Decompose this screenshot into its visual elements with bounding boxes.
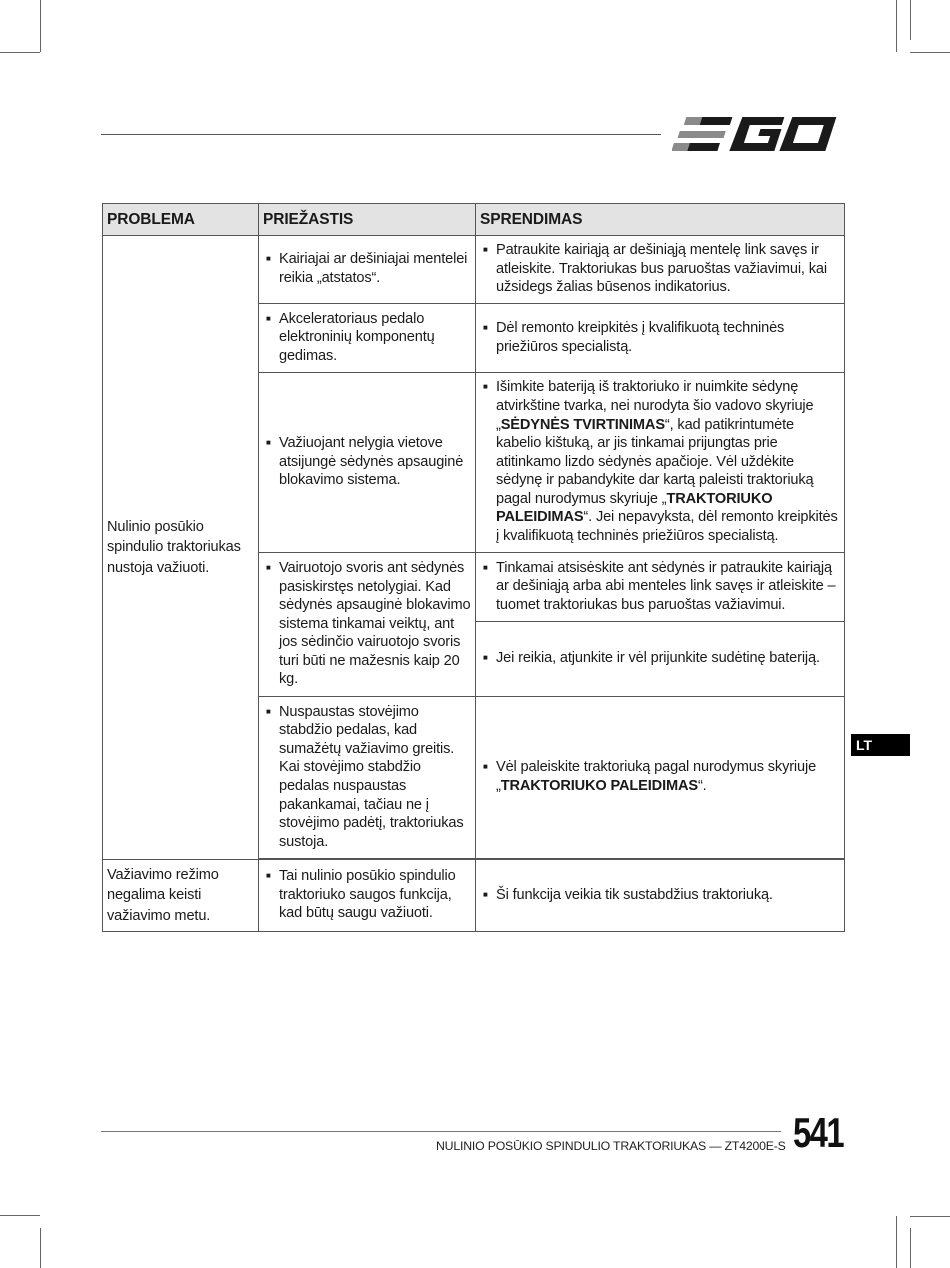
solution-cell: [476, 860, 845, 932]
crop-mark: [40, 1228, 41, 1268]
solution-text: [496, 379, 838, 544]
troubleshooting-table: [102, 203, 845, 932]
bullet-icon: ■: [483, 245, 488, 255]
crop-mark: [910, 1216, 950, 1217]
cause-text: Vairuotojo svoris ant sėdynės pasiskirstęs netolygiai. Kad sėdynės apsauginė blokavimo sistema tinkamai veiktų, ant jos sėdinčio vairuotojo svoris turi būti ne mažesnis kaip 20 kg.: [279, 559, 471, 688]
bullet-icon: ■: [483, 322, 488, 332]
cause-text: Akceleratoriaus pedalo elektroninių komponentų gedimas.: [279, 310, 435, 364]
table-row: [103, 860, 845, 932]
section-reference: SĖDYNĖS TVIRTINIMAS: [500, 416, 665, 433]
solution-text: [496, 759, 816, 794]
cause-text: Važiuojant nelygia vietove atsijungė sėdynės apsauginė blokavimo sistema.: [279, 435, 464, 489]
crop-mark: [910, 0, 911, 40]
bullet-icon: ■: [266, 871, 271, 881]
ego-logo-image: [672, 112, 844, 156]
solution-cell: [476, 236, 845, 304]
cause-cell: [259, 373, 476, 553]
bullet-icon: ■: [483, 562, 488, 572]
cause-text: Kairiajai ar dešiniajai mentelei reikia „atstatos“.: [279, 251, 468, 286]
solution-text: Jei reikia, atjunkite ir vėl prijunkite sudėtinę bateriją.: [496, 650, 820, 667]
bullet-icon: ■: [483, 762, 488, 772]
table-row: [103, 236, 845, 304]
solution-text-part: “. Jei nepavyksta, dėl remonto kreipkitės į kvalifikuotą techninės priežiūros specialistą.: [496, 509, 838, 545]
section-reference: TRAKTORIUKO PALEIDIMAS: [496, 490, 773, 526]
solution-text: Patraukite kairiąją ar dešiniąją mentelę link savęs ir atleiskite. Traktoriukas bus paruoštas važiavimui, kai užsidegs žalias būsenos indikatorius.: [496, 242, 827, 296]
solution-text-part: Vėl paleiskite traktoriuką pagal nurodymus skyriuje „: [496, 759, 817, 794]
cause-cell: [259, 860, 476, 932]
problem-cell: [103, 860, 259, 932]
header-solution: SPRENDIMAS: [476, 204, 845, 236]
bullet-icon: ■: [266, 254, 271, 264]
crop-mark: [896, 1216, 897, 1268]
solution-text-part: “, kad patikrintumėte kabelio kištuką, ar jis tinkamai prijungtas prie atitinkamo lizdo sėdynės apačioje. Vėl uždėkite sėdynę ir pabandykite dar kartą paleisti traktoriuką pagal nurodymus skyriuje „: [496, 416, 814, 507]
language-tab: LT: [851, 734, 910, 756]
crop-mark: [40, 0, 41, 52]
table-header-row: [103, 204, 845, 236]
ego-logo: [672, 112, 844, 161]
solution-text: Dėl remonto kreipkitės į kvalifikuotą techninės priežiūros specialistą.: [496, 319, 785, 355]
solution-cell: [476, 622, 845, 697]
cause-text: Tai nulinio posūkio spindulio traktoriuko saugos funkcija, kad būtų saugu važiuoti.: [279, 868, 456, 922]
solution-text: Tinkamai atsisėskite ant sėdynės ir patraukite kairiąją ar dešiniąją arba abi menteles link savęs ir atleiskite – tuomet traktoriukas bus paruoštas važiavimui.: [496, 559, 836, 613]
solution-cell: [476, 553, 845, 622]
bullet-icon: ■: [266, 706, 271, 716]
header-rule: [101, 134, 661, 135]
crop-mark: [910, 52, 950, 53]
crop-mark: [910, 1228, 911, 1268]
problem-cell: [103, 236, 259, 860]
solution-cell: [476, 304, 845, 373]
section-reference: TRAKTORIUKO PALEIDIMAS: [500, 778, 698, 794]
footer-title: NULINIO POSŪKIO SPINDULIO TRAKTORIUKAS — ZT4200E-S: [436, 1139, 786, 1153]
cause-cell: [259, 553, 476, 697]
cause-cell: [259, 697, 476, 859]
crop-mark: [896, 0, 897, 52]
bullet-icon: ■: [266, 562, 271, 572]
bullet-icon: ■: [266, 438, 271, 448]
bullet-icon: ■: [266, 313, 271, 323]
crop-mark: [0, 52, 40, 53]
bullet-icon: ■: [483, 382, 488, 392]
cause-text: Nuspaustas stovėjimo stabdžio pedalas, kad sumažėtų važiavimo greitis. Kai stovėjimo stabdžio pedalas nuspaustas pakankamai, tačiau ne į stovėjimo padėtį, traktoriukas sustoja.: [279, 703, 464, 850]
solution-cell: [476, 373, 845, 553]
bullet-icon: ■: [483, 653, 488, 663]
bullet-icon: ■: [483, 889, 488, 899]
header-cause: PRIEŽASTIS: [259, 204, 476, 236]
problem-text: Nulinio posūkio spindulio traktoriukas nustoja važiuoti.: [107, 518, 241, 576]
footer-rule: [101, 1131, 781, 1132]
solution-text-part: “.: [697, 778, 707, 794]
solution-text: Ši funkcija veikia tik sustabdžius traktoriuką.: [496, 886, 773, 903]
solution-text-part: Išimkite bateriją iš traktoriuko ir nuimkite sėdynę atvirkštine tvarka, nei nurodyta šio vadovo skyriuje „: [496, 379, 814, 433]
cause-cell: [259, 236, 476, 304]
page-number: 541: [793, 1109, 843, 1156]
cause-cell: [259, 304, 476, 373]
header-problem: PROBLEMA: [103, 204, 259, 236]
solution-cell: [476, 697, 845, 859]
crop-mark: [0, 1215, 40, 1216]
problem-text: Važiavimo režimo negalima keisti važiavimo metu.: [107, 866, 219, 924]
